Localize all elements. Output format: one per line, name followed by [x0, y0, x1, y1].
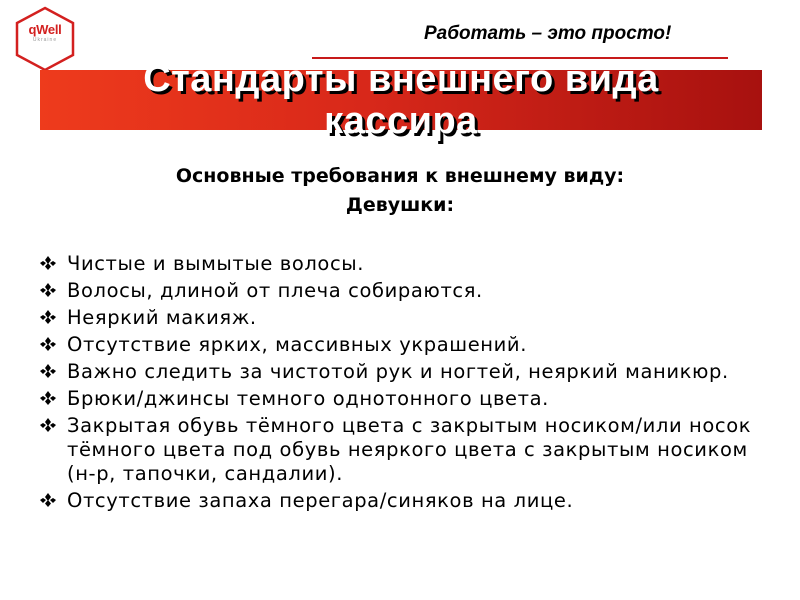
logo-name: qWell	[28, 22, 62, 37]
list-item	[40, 360, 780, 384]
diamond-bullet-icon	[40, 390, 56, 406]
list-item-text: Волосы, длиной от плеча собираются.	[67, 279, 483, 302]
title-line-2: кассира	[324, 100, 478, 142]
list-item-text: Важно следить за чистотой рук и ногтей, неяркий маникюр.	[67, 360, 729, 383]
list-item	[40, 387, 780, 411]
diamond-bullet-icon	[40, 309, 56, 325]
list-item	[40, 252, 780, 276]
section-subtitle: Основные требования к внешнему виду:	[175, 165, 625, 187]
requirements-list	[40, 252, 780, 516]
page-title	[40, 58, 762, 142]
list-item	[40, 333, 780, 357]
diamond-bullet-icon	[40, 492, 56, 508]
title-line-1: Стандарты внешнего вида	[143, 58, 659, 100]
diamond-bullet-icon	[40, 363, 56, 379]
list-item-text: Закрытая обувь тёмного цвета с закрытым носиком/или носок тёмного цвета под обувь неяркого цвета с закрытым носиком (н-р, тапочки, сандалии).	[67, 414, 752, 485]
diamond-bullet-icon	[40, 417, 56, 433]
slogan: Работать – это просто!	[424, 23, 672, 44]
list-item-text: Брюки/джинсы темного однотонного цвета.	[67, 387, 549, 410]
list-item	[40, 414, 780, 486]
list-item-text: Отсутствие запаха перегара/синяков на лице.	[67, 489, 574, 512]
list-item-text: Отсутствие ярких, массивных украшений.	[67, 333, 527, 356]
list-item	[40, 279, 780, 303]
diamond-bullet-icon	[40, 282, 56, 298]
list-item-text: Неяркий макияж.	[67, 306, 257, 329]
section-subheading: Девушки:	[345, 194, 455, 216]
logo-subtitle: Ukraine	[32, 37, 58, 43]
diamond-bullet-icon	[40, 336, 56, 352]
list-item	[40, 306, 780, 330]
diamond-bullet-icon	[40, 255, 56, 271]
list-item	[40, 489, 780, 513]
list-item-text: Чистые и вымытые волосы.	[67, 252, 365, 275]
